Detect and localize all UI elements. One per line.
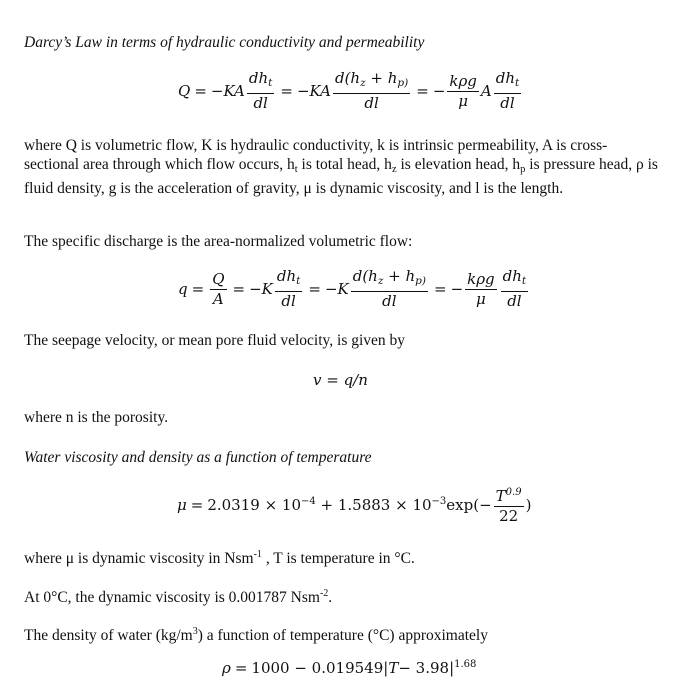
density-text: The density of water $(kg/m^3)$ a function of temperature (°C) approximately (24, 626, 488, 645)
variable-definitions-paragraph: where Q is volumetric flow, K is hydraulic conductivity, k is intrinsic permeability, A is cross-sectional area through which flow occurs, $h_t$ is total head, $h_z$ is elevation head, $h_p$ is pressure head, ρ is fluid density, g is the acceleration of gravity, μ is dynamic viscosity, and l is the length. (24, 137, 658, 197)
darcy-law-equation: Q = −KA $\frac{dh_t}{dl}$ = −KA $\frac{d(h_z + h_{p)}}{dl}$ = − $\frac{\text{kρg}}{\mu}$ A $\frac{dh_t}{dl}$ (178, 69, 520, 112)
specific-discharge-equation: q = $\frac{Q}{A}$ = −K $\frac{dh_t}{dl}$ = −K $\frac{d(h_z + h_{p)}}{dl}$ = − $\frac{\text{kρg}}{\mu}$ $\frac{dh_t}{dl}$ (178, 267, 527, 310)
seepage-equation-text: v = q/n (313, 371, 368, 389)
section-heading-darcy: Darcy’s Law in terms of hydraulic conductivity and permeability (24, 34, 425, 51)
porosity-text: where n is the porosity. (24, 409, 169, 426)
section-heading-water-properties: Water viscosity and density as a function of temperature (24, 449, 372, 466)
viscosity-at-zero-text: At 0°C, the dynamic viscosity is 0.001787 Nsm$^{-2}$. (24, 588, 333, 607)
density-equation: ρ = 1000 − 0.019549| T − $3.98|^{1.68}$ (222, 659, 477, 677)
seepage-velocity-text: The seepage velocity, or mean pore fluid velocity, is given by (24, 332, 406, 349)
specific-discharge-text: The specific discharge is the area-normalized volumetric flow: (24, 233, 413, 250)
viscosity-equation: μ = $2.0319 \times 10^{-4} + 1.5883 \times 10^{-3}\exp(-$ $\frac{T^{0.9}}{22}$ ) (177, 484, 531, 525)
viscosity-units-text: where μ is dynamic viscosity in Nsm$^{-1}$ , T is temperature in °C. (24, 549, 415, 568)
seepage-velocity-equation (313, 371, 368, 389)
